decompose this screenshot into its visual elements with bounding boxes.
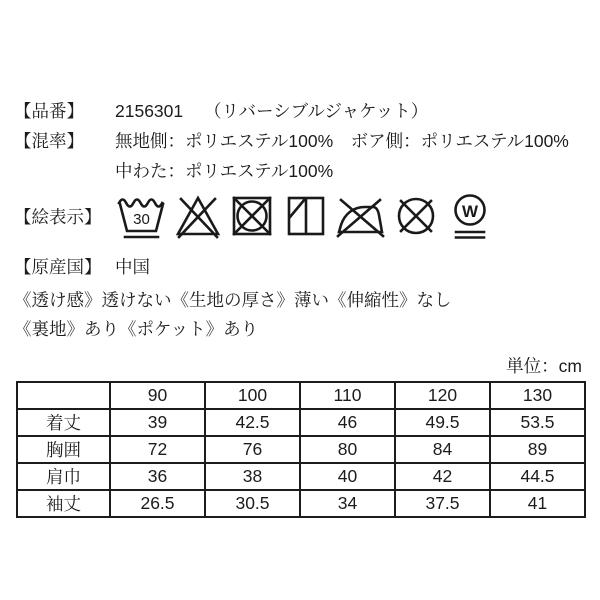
item-number: 2156301 — [115, 101, 184, 121]
cell: 72 — [110, 436, 205, 463]
table-row-body-length — [17, 409, 585, 436]
line-dry-in-shade-icon — [281, 191, 331, 241]
cell: 53.5 — [490, 409, 585, 436]
no-iron-icon — [335, 191, 387, 241]
cell: 76 — [205, 436, 300, 463]
cell: 30.5 — [205, 490, 300, 517]
care-icons — [115, 191, 495, 241]
cell: 44.5 — [490, 463, 585, 490]
row-label: 着丈 — [17, 409, 110, 436]
unit-label: 単位：cm — [506, 356, 582, 376]
size-column-header: 100 — [205, 382, 300, 409]
table-row-sleeve — [17, 490, 585, 517]
table-row-chest — [17, 436, 585, 463]
features — [14, 286, 586, 344]
size-column-header: 120 — [395, 382, 490, 409]
cell: 42.5 — [205, 409, 300, 436]
cell: 42 — [395, 463, 490, 490]
mixture-label: 【混率】 — [14, 131, 84, 151]
no-bleach-icon — [173, 191, 223, 241]
cell: 40 — [300, 463, 395, 490]
features-line2: 《裏地》あり《ポケット》あり — [14, 319, 259, 339]
wash-30-gentle-icon — [115, 191, 169, 241]
cell: 41 — [490, 490, 585, 517]
cell: 36 — [110, 463, 205, 490]
size-table-corner-cell — [17, 382, 110, 409]
features-line1: 《透け感》透けない《生地の厚さ》薄い《伸縮性》なし — [14, 290, 452, 310]
no-dry-clean-icon — [391, 191, 441, 241]
size-column-header: 90 — [110, 382, 205, 409]
care-symbols-row — [14, 187, 586, 245]
cell: 80 — [300, 436, 395, 463]
care-label: 【絵表示】 — [14, 206, 102, 227]
item-number-label: 【品番】 — [14, 101, 84, 121]
size-column-header: 130 — [490, 382, 585, 409]
cell: 49.5 — [395, 409, 490, 436]
svg-text:W: W — [461, 202, 479, 221]
row-label: 肩巾 — [17, 463, 110, 490]
item-number-row — [14, 96, 586, 126]
svg-text:30: 30 — [133, 211, 150, 228]
size-column-header: 110 — [300, 382, 395, 409]
origin-label: 【原産国】 — [14, 257, 102, 277]
mixture-row — [14, 126, 586, 156]
cell: 89 — [490, 436, 585, 463]
size-table-header-row — [17, 382, 585, 409]
cell: 84 — [395, 436, 490, 463]
row-label: 袖丈 — [17, 490, 110, 517]
cell: 46 — [300, 409, 395, 436]
size-table — [16, 381, 586, 518]
wet-clean-very-gentle-icon — [445, 191, 495, 241]
mixture-line2: 中わた：ポリエステル100% — [115, 161, 334, 181]
row-label: 胸囲 — [17, 436, 110, 463]
table-row-shoulder — [17, 463, 585, 490]
mixture-line1: 無地側：ポリエステル100% ボア側：ポリエステル100% — [115, 131, 569, 151]
no-tumble-dry-icon — [227, 191, 277, 241]
cell: 26.5 — [110, 490, 205, 517]
cell: 34 — [300, 490, 395, 517]
cell: 39 — [110, 409, 205, 436]
cell: 38 — [205, 463, 300, 490]
item-name: （リバーシブルジャケット） — [204, 101, 429, 121]
cell: 37.5 — [395, 490, 490, 517]
origin-row — [14, 252, 586, 282]
origin-value: 中国 — [115, 257, 150, 277]
item-number-value — [115, 96, 586, 126]
